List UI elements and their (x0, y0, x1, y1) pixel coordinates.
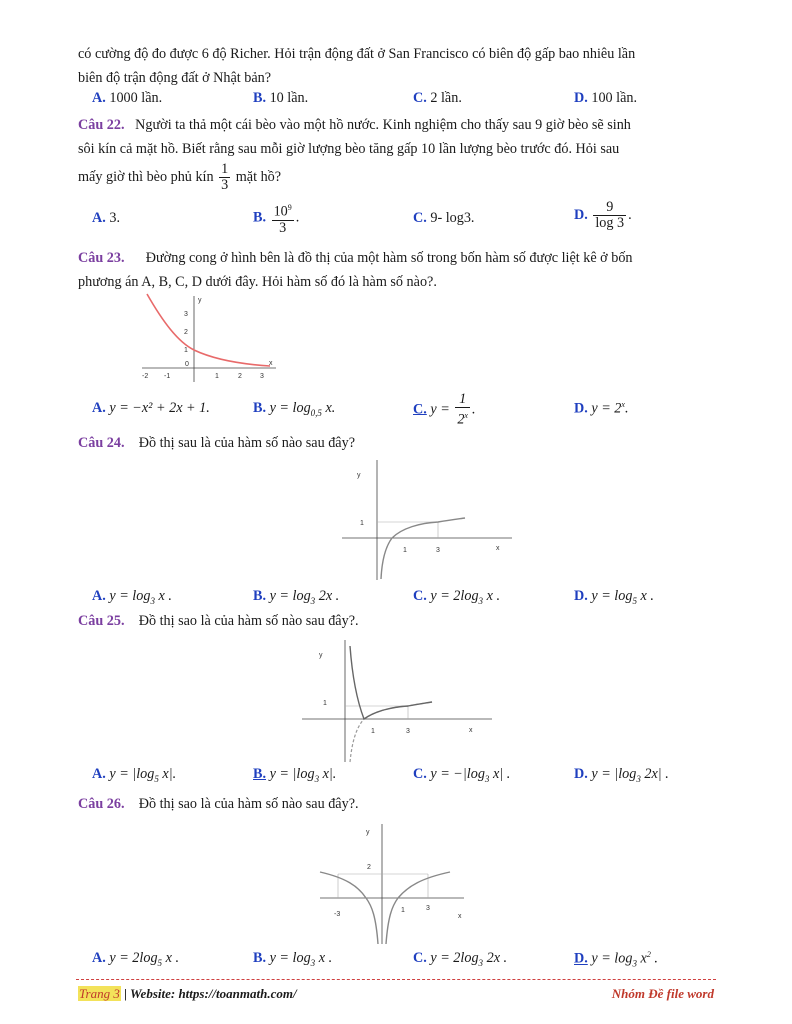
q25-line: Câu 25. Đồ thị sao là của hàm số nào sau đây?. (78, 613, 359, 629)
q22-fraction: $\frac{1}{3}$ (221, 161, 229, 194)
q25-option-c[interactable]: C. $y = -|\log_3$ x| . (413, 766, 511, 784)
q24-graph (340, 458, 515, 582)
q22-line-2: sôi kín cả mặt hồ. Biết rằng sau mỗi giờ lượng bèo tăng gấp 10 lần lượng bèo trước đó. Hỏi sau (78, 141, 620, 157)
q22-option-a[interactable]: A. 3. (92, 210, 120, 226)
q23-y-tick-1: 1 (184, 347, 188, 354)
q23-x-tick--1: -1 (164, 373, 171, 380)
q23-label: Câu 23. (78, 250, 125, 266)
q26-x-tick-3: 3 (426, 905, 430, 912)
q23-graph (138, 292, 280, 384)
q23-x-tick-2: 2 (238, 373, 242, 380)
q25-y-label: y (319, 652, 323, 659)
q23-option-b[interactable]: B. $y = \log_{0,5} x$. (253, 400, 336, 418)
q24-option-b[interactable]: B. $y = \log_3 2x$ . (253, 588, 340, 606)
q23-y-tick-2: 2 (184, 329, 188, 336)
q24-line: Câu 24. Đồ thị sau là của hàm số nào sau đây? (78, 435, 356, 451)
q24-y-tick-1: 1 (360, 520, 364, 527)
q23-y-tick-3: 3 (184, 311, 188, 318)
q22-line-1: Câu 22. Người ta thả một cái bèo vào một hồ nước. Kinh nghiệm cho thấy sau 9 giờ bèo sẽ sinh (78, 117, 631, 133)
q26-x-label: x (458, 913, 462, 920)
q24-label: Câu 24. (78, 435, 125, 451)
q25-graph (300, 638, 496, 764)
q25-option-d[interactable]: D. $y = |\log_3$ 2x| . (574, 766, 669, 784)
q26-option-c[interactable]: C. $y = 2\log_3$ 2x . (413, 950, 508, 968)
q23-x-tick-0: 0 (185, 361, 189, 368)
q24-option-d[interactable]: D. $y = \log_5 x$ . (574, 588, 654, 606)
q23-y-label: y (198, 297, 202, 304)
q24-x-tick-1: 1 (403, 547, 407, 554)
q22-line-3: mấy giờ thì bèo phủ kín $\frac{1}{3}$ mặt hồ? (78, 161, 282, 194)
q26-y-tick-2: 2 (367, 864, 371, 871)
footer-group-name: Nhóm Đề file word (611, 986, 714, 1001)
q24-x-tick-3: 3 (436, 547, 440, 554)
q26-option-a[interactable]: A. $y = 2\log_5$ x . (92, 950, 179, 968)
q23-line-1: Câu 23. Đường cong ở hình bên là đồ thị của một hàm số trong bốn hàm số được liệt kê ở bốn (78, 250, 633, 266)
q26-option-d[interactable]: D. $y = \log_3 x^2$ . (574, 950, 658, 969)
footer-website[interactable]: | Website: https://toanmath.com/ (120, 986, 297, 1001)
intro-line-1: có cường độ đo được 6 độ Richer. Hỏi trận động đất ở San Francisco có biên độ gấp bao nhiêu lần (78, 46, 636, 62)
q26-x-tick--3: -3 (334, 911, 341, 918)
q26-label: Câu 26. (78, 796, 125, 812)
q23-x-label: x (269, 360, 273, 367)
footer-left (78, 986, 297, 1002)
q25-dashed-curve (350, 702, 432, 762)
q23-x-tick-1: 1 (215, 373, 219, 380)
q23-option-d[interactable]: D. $y = 2^x$. (574, 400, 629, 417)
q24-option-a[interactable]: A. $y = \log_3 x$ . (92, 588, 172, 606)
q23-curve (147, 294, 270, 366)
q25-y-tick-1: 1 (323, 700, 327, 707)
q21-option-d[interactable]: D. 100 lần. (574, 90, 638, 106)
q26-curve-right (386, 872, 450, 944)
q24-y-label: y (357, 472, 361, 479)
intro-line-2: biên độ trận động đất ở Nhật bản? (78, 70, 272, 86)
q25-curve (350, 646, 432, 719)
q23-option-a[interactable]: A. y = −x² + 2x + 1. (92, 400, 210, 416)
q25-x-tick-1: 1 (371, 728, 375, 735)
q24-curve (381, 518, 465, 579)
q22-option-d[interactable]: D. $\frac{9}{\log 3}$ . (574, 199, 632, 231)
q24-x-label: x (496, 545, 500, 552)
q21-option-c[interactable]: C. 2 lần. (413, 90, 462, 106)
q25-x-label: x (469, 727, 473, 734)
q21-option-a[interactable]: A. 1000 lần. (92, 90, 163, 106)
q26-curve-left (320, 872, 378, 944)
q25-x-tick-3: 3 (406, 728, 410, 735)
q25-option-b[interactable]: B. $y = |\log_3$ x|. (253, 766, 337, 784)
q26-line: Câu 26. Đồ thị sao là của hàm số nào sau đây?. (78, 796, 359, 812)
q21-option-b[interactable]: B. 10 lần. (253, 90, 309, 106)
q26-graph (318, 822, 468, 946)
q22-label: Câu 22. (78, 117, 125, 133)
q26-y-label: y (366, 829, 370, 836)
q23-option-c[interactable]: C. y = $\frac{1}{2^x}$ . (413, 391, 476, 428)
footer-divider (76, 979, 716, 980)
q23-line-2: phương án A, B, C, D dưới đây. Hỏi hàm số đó là hàm số nào?. (78, 274, 437, 290)
footer-page-number: Trang 3 (79, 986, 120, 1001)
q24-option-c[interactable]: C. $y = 2\log_3$ x . (413, 588, 500, 606)
q22-option-b[interactable]: B. $\frac{10^9}{3}$ . (253, 200, 299, 236)
q25-label: Câu 25. (78, 613, 125, 629)
q23-x-tick--2: -2 (142, 373, 149, 380)
q22-option-c[interactable]: C. 9- log3. (413, 210, 475, 226)
q23-x-tick-3: 3 (260, 373, 264, 380)
q26-option-b[interactable]: B. $y = \log_3 x$ . (253, 950, 333, 968)
q26-x-tick-1: 1 (401, 907, 405, 914)
q25-option-a[interactable]: A. $y = |\log_5$ x|. (92, 766, 177, 784)
